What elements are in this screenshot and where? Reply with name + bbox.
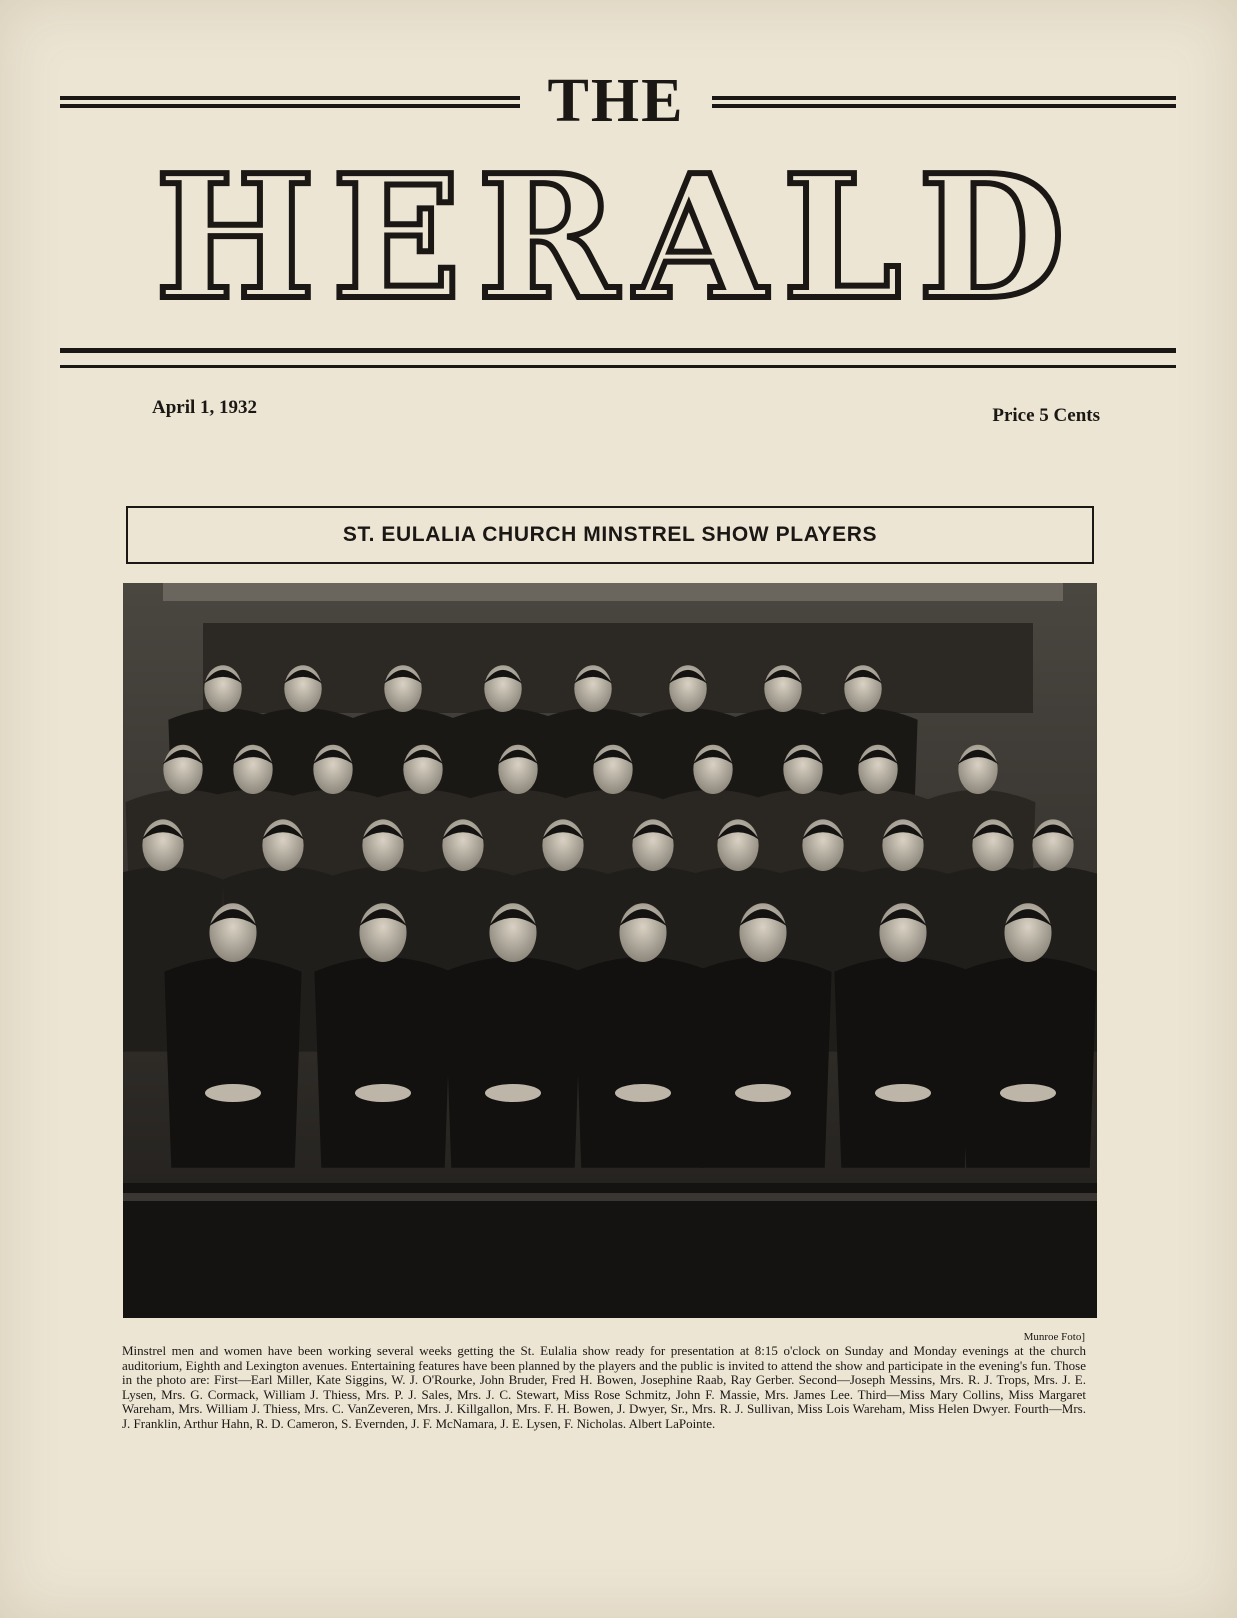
issue-date: April 1, 1932: [152, 397, 258, 418]
issue-price: Price 5 Cents: [992, 405, 1100, 426]
masthead-rule-left: [60, 96, 520, 108]
masthead-the: THE: [547, 67, 685, 135]
person-hands: [485, 1084, 541, 1102]
person-body: [574, 957, 711, 1168]
person-body: [959, 957, 1096, 1168]
person-body: [834, 957, 971, 1168]
person-body: [314, 957, 451, 1168]
person-hands: [1000, 1084, 1056, 1102]
person-hands: [355, 1084, 411, 1102]
headline: ST. EULALIA CHURCH MINSTREL SHOW PLAYERS: [342, 523, 878, 546]
group-photo-illustration: [123, 583, 1097, 1318]
masthead-rule-right: [712, 96, 1176, 108]
masthead-title: HERALD: [154, 138, 1082, 338]
person-body: [694, 957, 831, 1168]
person-body: [444, 957, 581, 1168]
person-hands: [735, 1084, 791, 1102]
person-hands: [205, 1084, 261, 1102]
person-hands: [875, 1084, 931, 1102]
headline-box: [126, 506, 1094, 564]
masthead-rule-bottom: [60, 348, 1176, 368]
photo-caption: Minstrel men and women have been working several weeks getting the St. Eulalia show ready for presentation at 8:15 o'clock on Sunday and Monday evenings at the church auditorium, Eighth and Lexington avenues. Entertaining features have been planned by the players and the public is invited to attend the show and participate in the evening's fun. Those in the photo are: First—Earl Miller, Kate Siggins, W. J. O'Rourke, John Bruder, Fred H. Bowen, Josephine Raab, Ray Gerber. Second—Joseph Messins, Mrs. R. J. Trops, Mrs. J. E. Lysen, Mrs. G. Cormack, William J. Thiess, Mrs. P. J. Sales, Mrs. J. C. Stewart, Miss Rose Schmitz, John F. Massie, Mrs. James Lee. Third—Miss Mary Collins, Miss Margaret Wareham, Mrs. William J. Thiess, Mrs. C. VanZeveren, Mrs. J. Killgallon, Mrs. F. H. Bowen, J. Dwyer, Sr., Mrs. R. J. Sullivan, Miss Lois Wareham, Miss Helen Dwyer. Fourth—Mrs. J. Franklin, Arthur Hahn, R. D. Cameron, S. Evernden, J. F. McNamara, J. E. Lysen, F. Nicholas. Albert LaPointe.: [122, 1343, 1086, 1431]
person-body: [164, 957, 301, 1168]
group-photo: [123, 583, 1097, 1318]
photo-credit: Munroe Foto]: [1023, 1331, 1085, 1343]
person-hands: [615, 1084, 671, 1102]
